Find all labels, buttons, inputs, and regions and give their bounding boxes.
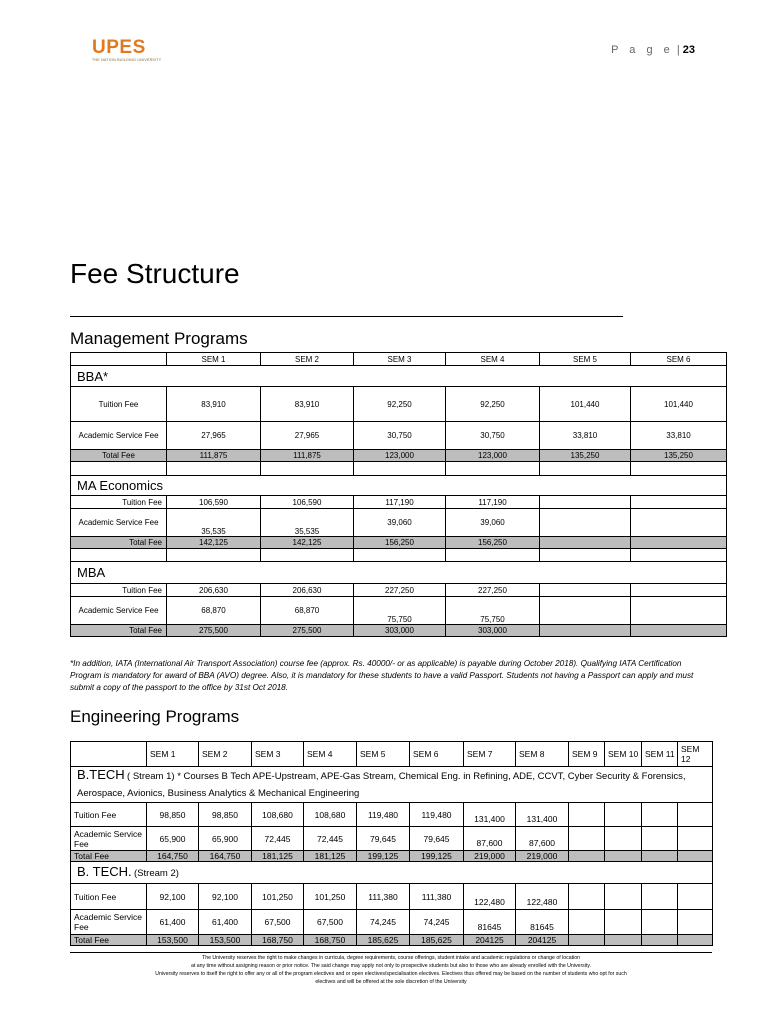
column-header: SEM 12 — [678, 742, 713, 767]
table-cell — [446, 549, 540, 562]
table-cell: 122,480 — [516, 884, 569, 910]
table-cell: 168,750 — [252, 935, 304, 946]
table-cell: 164,750 — [199, 851, 252, 862]
table-cell: 275,500 — [261, 625, 354, 637]
table-cell: 108,680 — [304, 803, 357, 827]
table-cell — [446, 462, 540, 476]
table-cell: 131,400 — [464, 803, 516, 827]
table-cell: 101,440 — [631, 387, 727, 422]
table-cell: 123,000 — [446, 450, 540, 462]
row-label: Tuition Fee — [71, 496, 167, 509]
table-cell — [678, 851, 713, 862]
table-cell — [167, 462, 261, 476]
table-cell — [71, 549, 167, 562]
table-cell: 72,445 — [304, 827, 357, 851]
table-cell: 111,380 — [357, 884, 410, 910]
table-cell: 111,875 — [167, 450, 261, 462]
footer-line: at any time without assigning reason or prior notice. The said change may apply not only to prospective students but also to those who are already enrolled with the University. — [190, 963, 592, 969]
column-header: SEM 6 — [410, 742, 464, 767]
row-label: Academic Service Fee — [71, 827, 147, 851]
column-header: SEM 1 — [147, 742, 199, 767]
logo-wordmark: UPES — [92, 37, 146, 58]
spacer-row — [71, 549, 727, 562]
row-label: Academic Service Fee — [71, 597, 167, 625]
column-header: SEM 2 — [199, 742, 252, 767]
logo-tagline: THE NATION BUILDING UNIVERSITY — [92, 58, 162, 62]
row-label: Total Fee — [71, 450, 167, 462]
row-label: Tuition Fee — [71, 803, 147, 827]
table-row — [71, 827, 713, 851]
engineering-heading: Engineering Programs — [70, 707, 240, 726]
table-cell: 67,500 — [252, 910, 304, 935]
table-cell: 123,000 — [354, 450, 446, 462]
table-cell: 87,600 — [464, 827, 516, 851]
row-label: Total Fee — [71, 625, 167, 637]
table-cell: 35,535 — [167, 509, 261, 537]
column-header: SEM 6 — [631, 353, 727, 366]
table-cell: 68,870 — [261, 597, 354, 625]
table-cell: 303,000 — [446, 625, 540, 637]
table-cell: 61,400 — [199, 910, 252, 935]
table-cell: 92,250 — [446, 387, 540, 422]
management-heading: Management Programs — [70, 329, 248, 348]
page-number-value: 23 — [682, 44, 695, 56]
row-label: Total Fee — [71, 935, 147, 946]
table-cell: 119,480 — [410, 803, 464, 827]
table-cell: 74,245 — [410, 910, 464, 935]
table-cell: 156,250 — [354, 537, 446, 549]
table-cell — [642, 935, 678, 946]
table-cell — [71, 742, 147, 767]
row-label: Tuition Fee — [71, 884, 147, 910]
title-rule — [70, 316, 623, 317]
table-row — [71, 584, 727, 597]
table-cell: 122,480 — [464, 884, 516, 910]
table-cell — [261, 549, 354, 562]
table-cell: 30,750 — [446, 422, 540, 450]
table-cell — [569, 884, 605, 910]
upes-logo — [92, 38, 161, 62]
table-row — [71, 803, 713, 827]
table-cell: 153,500 — [199, 935, 252, 946]
table-cell — [354, 462, 446, 476]
table-cell — [631, 549, 727, 562]
column-header: SEM 11 — [642, 742, 678, 767]
column-header: SEM 9 — [569, 742, 605, 767]
table-cell — [678, 935, 713, 946]
table-row — [71, 884, 713, 910]
table-cell — [642, 851, 678, 862]
table-row — [71, 597, 727, 625]
table-cell — [167, 549, 261, 562]
engineering-header-row — [71, 742, 713, 767]
table-cell: 83,910 — [261, 387, 354, 422]
row-label: Academic Service Fee — [71, 910, 147, 935]
table-cell: 81645 — [464, 910, 516, 935]
table-cell — [540, 537, 631, 549]
table-cell: 204125 — [516, 935, 569, 946]
table-row — [71, 910, 713, 935]
table-cell: 156,250 — [446, 537, 540, 549]
program-row-btech-stream-1 — [71, 767, 713, 803]
table-cell — [631, 537, 727, 549]
table-cell: 227,250 — [354, 584, 446, 597]
table-cell: 119,480 — [357, 803, 410, 827]
table-cell: 185,625 — [357, 935, 410, 946]
table-cell — [540, 625, 631, 637]
table-cell — [540, 496, 631, 509]
table-cell: 65,900 — [199, 827, 252, 851]
table-cell: 33,810 — [631, 422, 727, 450]
table-cell: 83,910 — [167, 387, 261, 422]
table-cell: 98,850 — [147, 803, 199, 827]
page-title: Fee Structure — [70, 258, 240, 289]
table-row — [71, 422, 727, 450]
column-header: SEM 5 — [540, 353, 631, 366]
table-cell — [642, 884, 678, 910]
table-cell: 79,645 — [357, 827, 410, 851]
page-label: P a g e — [611, 44, 674, 56]
table-cell — [605, 827, 642, 851]
row-label: Total Fee — [71, 537, 167, 549]
table-cell — [261, 462, 354, 476]
table-cell — [569, 851, 605, 862]
table-cell: 27,965 — [167, 422, 261, 450]
table-cell — [354, 549, 446, 562]
row-label: Tuition Fee — [71, 387, 167, 422]
table-cell: 303,000 — [354, 625, 446, 637]
table-cell: 92,100 — [147, 884, 199, 910]
table-cell: 65,900 — [147, 827, 199, 851]
table-cell: 185,625 — [410, 935, 464, 946]
table-cell: 199,125 — [410, 851, 464, 862]
table-cell — [605, 884, 642, 910]
table-cell: 75,750 — [354, 597, 446, 625]
table-cell — [540, 509, 631, 537]
column-header: SEM 8 — [516, 742, 569, 767]
table-cell — [605, 910, 642, 935]
table-cell — [540, 597, 631, 625]
table-cell: 181,125 — [304, 851, 357, 862]
table-cell: 39,060 — [354, 509, 446, 537]
table-cell: 74,245 — [357, 910, 410, 935]
table-cell: 30,750 — [354, 422, 446, 450]
column-header: SEM 4 — [304, 742, 357, 767]
table-cell — [642, 803, 678, 827]
table-cell: 27,965 — [261, 422, 354, 450]
table-cell: 275,500 — [167, 625, 261, 637]
program-row-btech-stream-2 — [71, 862, 713, 884]
spacer-row — [71, 462, 727, 476]
total-row — [71, 537, 727, 549]
table-cell: 117,190 — [446, 496, 540, 509]
column-header: SEM 3 — [354, 353, 446, 366]
table-cell — [678, 803, 713, 827]
table-cell — [678, 827, 713, 851]
column-header: SEM 10 — [605, 742, 642, 767]
column-header: SEM 1 — [167, 353, 261, 366]
table-cell: 164,750 — [147, 851, 199, 862]
table-cell: 206,630 — [167, 584, 261, 597]
table-cell: 168,750 — [304, 935, 357, 946]
table-cell: 87,600 — [516, 827, 569, 851]
footer-line: University reserves to itself the right to offer any or all of the program electives and or open electives/specialisation electives. Electives thus offered may be based on the number of students who opt for such — [155, 971, 627, 977]
table-cell — [569, 803, 605, 827]
table-cell: 106,590 — [167, 496, 261, 509]
table-cell: 117,190 — [354, 496, 446, 509]
table-cell — [678, 910, 713, 935]
table-cell — [71, 462, 167, 476]
total-row — [71, 851, 713, 862]
program-courses: ( Stream 1) * Courses B Tech APE-Upstream, APE-Gas Stream, Chemical Eng. in Refining, ADE, CCVT, Cyber Security & Forensics, Aerospace, Avionics, Business Analytics & Mechanical Engineering — [77, 771, 686, 799]
table-cell: 67,500 — [304, 910, 357, 935]
column-header: SEM 3 — [252, 742, 304, 767]
table-cell: 33,810 — [540, 422, 631, 450]
total-row — [71, 625, 727, 637]
table-cell — [631, 625, 727, 637]
table-cell — [540, 462, 631, 476]
table-cell — [631, 509, 727, 537]
table-cell — [569, 910, 605, 935]
program-row-bba — [71, 366, 727, 387]
table-cell — [540, 584, 631, 597]
page-separator: | — [676, 44, 680, 56]
table-cell: 108,680 — [252, 803, 304, 827]
table-cell: 39,060 — [446, 509, 540, 537]
footer-line: electives and will be offered at the sole discretion of the University — [315, 979, 467, 985]
table-cell — [631, 496, 727, 509]
table-cell: 61,400 — [147, 910, 199, 935]
management-fee-table — [70, 352, 727, 637]
table-cell: 98,850 — [199, 803, 252, 827]
total-row — [71, 450, 727, 462]
footer-line: The University reserves the right to make changes in curricula, degree requirements, course offerings, student intake and academic regulations or change of location — [202, 955, 580, 961]
table-cell: 199,125 — [357, 851, 410, 862]
table-cell — [605, 803, 642, 827]
table-cell: 131,400 — [516, 803, 569, 827]
table-cell: 135,250 — [540, 450, 631, 462]
program-name: B.TECH — [77, 767, 125, 782]
table-cell — [540, 549, 631, 562]
program-stream: (Stream 2) — [134, 867, 179, 879]
iata-note: *In addition, IATA (International Air Transport Association) course fee (approx. Rs. 40000/- or as applicable) is payable during October 2018). Qualifying IATA Certification Program is mandatory for award of BBA (AVO) degree. Also, it is mandatory for these students to have a valid Passport. Students not having a Passport can apply and must submit a copy of the passport to the office by 31st Oct 2018. — [70, 659, 694, 692]
page-number — [611, 44, 695, 56]
table-cell: 81645 — [516, 910, 569, 935]
program-name: MA Economics — [71, 476, 727, 496]
table-cell — [605, 935, 642, 946]
table-cell: 92,250 — [354, 387, 446, 422]
table-cell — [569, 935, 605, 946]
row-label: Tuition Fee — [71, 584, 167, 597]
table-row — [71, 387, 727, 422]
column-header: SEM 5 — [357, 742, 410, 767]
column-header: SEM 2 — [261, 353, 354, 366]
engineering-fee-table — [70, 741, 713, 946]
table-cell — [569, 827, 605, 851]
table-cell: 153,500 — [147, 935, 199, 946]
program-name: MBA — [71, 562, 727, 584]
table-cell: 111,875 — [261, 450, 354, 462]
row-label: Total Fee — [71, 851, 147, 862]
table-cell — [678, 884, 713, 910]
table-cell: 142,125 — [167, 537, 261, 549]
table-cell: 79,645 — [410, 827, 464, 851]
table-cell: 101,250 — [304, 884, 357, 910]
table-cell — [631, 584, 727, 597]
program-description — [71, 767, 713, 803]
program-row-mba — [71, 562, 727, 584]
table-row — [71, 509, 727, 537]
table-cell: 35,535 — [261, 509, 354, 537]
table-cell: 101,440 — [540, 387, 631, 422]
table-cell: 101,250 — [252, 884, 304, 910]
management-header-row — [71, 353, 727, 366]
table-row — [71, 496, 727, 509]
table-cell: 206,630 — [261, 584, 354, 597]
row-label: Academic Service Fee — [71, 422, 167, 450]
table-cell — [642, 827, 678, 851]
table-cell: 135,250 — [631, 450, 727, 462]
table-cell: 142,125 — [261, 537, 354, 549]
program-row-ma — [71, 476, 727, 496]
program-description — [71, 862, 713, 884]
table-cell — [605, 851, 642, 862]
table-cell: 106,590 — [261, 496, 354, 509]
total-row — [71, 935, 713, 946]
table-cell: 227,250 — [446, 584, 540, 597]
table-cell — [71, 353, 167, 366]
table-cell: 219,000 — [464, 851, 516, 862]
row-label: Academic Service Fee — [71, 509, 167, 537]
program-name: BBA* — [71, 366, 727, 387]
table-cell — [631, 597, 727, 625]
table-cell: 204125 — [464, 935, 516, 946]
table-cell: 72,445 — [252, 827, 304, 851]
column-header: SEM 4 — [446, 353, 540, 366]
table-cell: 75,750 — [446, 597, 540, 625]
table-cell — [642, 910, 678, 935]
table-cell — [631, 462, 727, 476]
program-name: B. TECH. — [77, 863, 132, 879]
table-cell: 68,870 — [167, 597, 261, 625]
column-header: SEM 7 — [464, 742, 516, 767]
footer-disclaimer — [70, 952, 712, 986]
table-cell: 111,380 — [410, 884, 464, 910]
table-cell: 219,000 — [516, 851, 569, 862]
table-cell: 181,125 — [252, 851, 304, 862]
table-cell: 92,100 — [199, 884, 252, 910]
